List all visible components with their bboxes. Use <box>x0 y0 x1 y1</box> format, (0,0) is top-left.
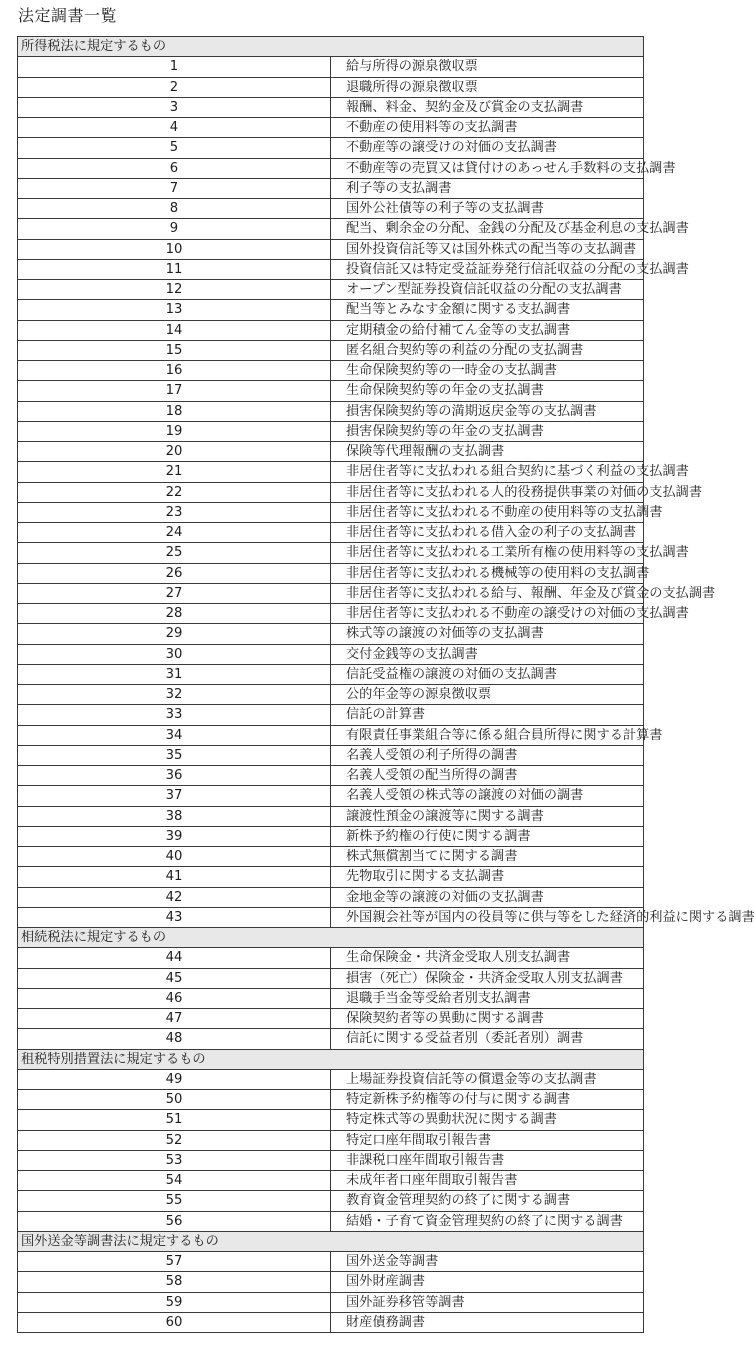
row-number: 39 <box>18 826 331 846</box>
record-name: 先物取引に関する支払調書 <box>331 867 644 887</box>
row-number: 16 <box>18 361 331 381</box>
record-name: 譲渡性預金の譲渡等に関する調書 <box>331 806 644 826</box>
row-number: 17 <box>18 381 331 401</box>
record-name: 株式無償割当てに関する調書 <box>331 847 644 867</box>
section-heading: 国外送金等調書法に規定するもの <box>18 1231 644 1251</box>
record-name: 名義人受領の利子所得の調書 <box>331 745 644 765</box>
record-name: 公的年金等の源泉徴収票 <box>331 685 644 705</box>
row-number: 59 <box>18 1292 331 1312</box>
table-row <box>18 1090 644 1110</box>
row-number: 42 <box>18 887 331 907</box>
section-heading: 所得税法に規定するもの <box>18 37 644 57</box>
table-row <box>18 1029 644 1049</box>
record-name: 外国親会社等が国内の役員等に供与等をした経済的利益に関する調書 <box>331 907 644 927</box>
row-number: 35 <box>18 745 331 765</box>
table-row <box>18 1252 644 1272</box>
record-name: 損害保険契約等の年金の支払調書 <box>331 421 644 441</box>
table-row <box>18 766 644 786</box>
table-row <box>18 381 644 401</box>
table-row <box>18 361 644 381</box>
record-name: 財産債務調書 <box>331 1312 644 1332</box>
table-row <box>18 867 644 887</box>
record-name: 生命保険契約等の年金の支払調書 <box>331 381 644 401</box>
record-name: オープン型証券投資信託収益の分配の支払調書 <box>331 280 644 300</box>
page-title: 法定調書一覧 <box>18 6 118 25</box>
table-row <box>18 685 644 705</box>
record-name: 非居住者等に支払われる工業所有権の使用料等の支払調書 <box>331 543 644 563</box>
row-number: 27 <box>18 583 331 603</box>
row-number: 24 <box>18 523 331 543</box>
table-row <box>18 280 644 300</box>
record-name: 保険等代理報酬の支払調書 <box>331 442 644 462</box>
row-number: 46 <box>18 988 331 1008</box>
row-number: 20 <box>18 442 331 462</box>
table-row <box>18 118 644 138</box>
table-row <box>18 219 644 239</box>
table-row <box>18 1171 644 1191</box>
row-number: 51 <box>18 1110 331 1130</box>
row-number: 5 <box>18 138 331 158</box>
table-row <box>18 1191 644 1211</box>
table-row <box>18 1069 644 1089</box>
statutory-records-table <box>17 36 755 1333</box>
table-row <box>18 887 644 907</box>
table-row <box>18 725 644 745</box>
record-name: 匿名組合契約等の利益の分配の支払調書 <box>331 340 644 360</box>
table-row <box>18 178 644 198</box>
record-name: 生命保険契約等の一時金の支払調書 <box>331 361 644 381</box>
record-name: 損害（死亡）保険金・共済金受取人別支払調書 <box>331 968 644 988</box>
table-row <box>18 948 644 968</box>
table-row <box>18 604 644 624</box>
table-row <box>18 847 644 867</box>
table-row <box>18 907 644 927</box>
table-row <box>18 543 644 563</box>
row-number: 31 <box>18 664 331 684</box>
record-name: 配当等とみなす金額に関する支払調書 <box>331 300 644 320</box>
row-number: 2 <box>18 77 331 97</box>
section-heading: 租税特別措置法に規定するもの <box>18 1049 644 1069</box>
table-row <box>18 442 644 462</box>
record-name: 信託の計算書 <box>331 705 644 725</box>
row-number: 19 <box>18 421 331 441</box>
row-number: 11 <box>18 259 331 279</box>
record-name: 定期積金の給付補てん金等の支払調書 <box>331 320 644 340</box>
record-name: 非居住者等に支払われる組合契約に基づく利益の支払調書 <box>331 462 644 482</box>
table-row <box>18 624 644 644</box>
row-number: 37 <box>18 786 331 806</box>
row-number: 36 <box>18 766 331 786</box>
row-number: 14 <box>18 320 331 340</box>
table-row <box>18 988 644 1008</box>
row-number: 25 <box>18 543 331 563</box>
row-number: 30 <box>18 644 331 664</box>
record-name: 退職所得の源泉徴収票 <box>331 77 644 97</box>
table-row <box>18 563 644 583</box>
record-name: 国外財産調書 <box>331 1272 644 1292</box>
record-name: 特定株式等の異動状況に関する調書 <box>331 1110 644 1130</box>
row-number: 23 <box>18 502 331 522</box>
record-name: 利子等の支払調書 <box>331 178 644 198</box>
record-name: 教育資金管理契約の終了に関する調書 <box>331 1191 644 1211</box>
row-number: 10 <box>18 239 331 259</box>
record-name: 信託に関する受益者別（委託者別）調書 <box>331 1029 644 1049</box>
record-name: 生命保険金・共済金受取人別支払調書 <box>331 948 644 968</box>
table-body <box>18 37 755 1333</box>
table-row <box>18 806 644 826</box>
section-header-row <box>18 928 644 948</box>
record-name: 給与所得の源泉徴収票 <box>331 57 644 77</box>
row-number: 28 <box>18 604 331 624</box>
row-number: 38 <box>18 806 331 826</box>
record-name: 非居住者等に支払われる不動産の使用料等の支払調書 <box>331 502 644 522</box>
record-name: 国外証券移管等調書 <box>331 1292 644 1312</box>
row-number: 6 <box>18 158 331 178</box>
record-name: 不動産等の譲受けの対価の支払調書 <box>331 138 644 158</box>
row-number: 40 <box>18 847 331 867</box>
table-row <box>18 239 644 259</box>
record-name: 上場証券投資信託等の償還金等の支払調書 <box>331 1069 644 1089</box>
row-number: 22 <box>18 482 331 502</box>
row-number: 1 <box>18 57 331 77</box>
row-number: 9 <box>18 219 331 239</box>
table-row <box>18 1312 644 1332</box>
table-row <box>18 77 644 97</box>
table-row <box>18 786 644 806</box>
record-name: 株式等の譲渡の対価等の支払調書 <box>331 624 644 644</box>
record-name: 非課税口座年間取引報告書 <box>331 1150 644 1170</box>
section-heading: 相続税法に規定するもの <box>18 928 644 948</box>
record-name: 結婚・子育て資金管理契約の終了に関する調書 <box>331 1211 644 1231</box>
record-name: 非居住者等に支払われる人的役務提供事業の対価の支払調書 <box>331 482 644 502</box>
row-number: 32 <box>18 685 331 705</box>
row-number: 8 <box>18 199 331 219</box>
table-row <box>18 523 644 543</box>
row-number: 49 <box>18 1069 331 1089</box>
record-name: 非居住者等に支払われる機械等の使用料の支払調書 <box>331 563 644 583</box>
row-number: 43 <box>18 907 331 927</box>
row-number: 33 <box>18 705 331 725</box>
table-row <box>18 705 644 725</box>
table-row <box>18 462 644 482</box>
record-name: 不動産等の売買又は貸付けのあっせん手数料の支払調書 <box>331 158 644 178</box>
table-row <box>18 826 644 846</box>
row-number: 54 <box>18 1171 331 1191</box>
table-row <box>18 300 644 320</box>
record-name: 退職手当金等受給者別支払調書 <box>331 988 644 1008</box>
row-number: 12 <box>18 280 331 300</box>
table-row <box>18 482 644 502</box>
table-row <box>18 1110 644 1130</box>
table-row <box>18 1211 644 1231</box>
record-name: 国外公社債等の利子等の支払調書 <box>331 199 644 219</box>
row-number: 44 <box>18 948 331 968</box>
row-number: 21 <box>18 462 331 482</box>
table-row <box>18 502 644 522</box>
table-row <box>18 320 644 340</box>
row-number: 41 <box>18 867 331 887</box>
table-row <box>18 259 644 279</box>
row-number: 13 <box>18 300 331 320</box>
record-name: 非居住者等に支払われる借入金の利子の支払調書 <box>331 523 644 543</box>
row-number: 58 <box>18 1272 331 1292</box>
table-row <box>18 583 644 603</box>
row-number: 34 <box>18 725 331 745</box>
table-row <box>18 1150 644 1170</box>
record-name: 損害保険契約等の満期返戻金等の支払調書 <box>331 401 644 421</box>
record-name: 金地金等の譲渡の対価の支払調書 <box>331 887 644 907</box>
section-header-row <box>18 1231 644 1251</box>
record-name: 配当、剰余金の分配、金銭の分配及び基金利息の支払調書 <box>331 219 644 239</box>
record-name: 信託受益権の譲渡の対価の支払調書 <box>331 664 644 684</box>
row-number: 3 <box>18 97 331 117</box>
record-name: 非居住者等に支払われる不動産の譲受けの対価の支払調書 <box>331 604 644 624</box>
table-row <box>18 401 644 421</box>
table-row <box>18 421 644 441</box>
table-row <box>18 138 644 158</box>
record-name: 未成年者口座年間取引報告書 <box>331 1171 644 1191</box>
record-name: 有限責任事業組合等に係る組合員所得に関する計算書 <box>331 725 644 745</box>
record-name: 名義人受領の配当所得の調書 <box>331 766 644 786</box>
table-row <box>18 1292 644 1312</box>
row-number: 57 <box>18 1252 331 1272</box>
table-row <box>18 745 644 765</box>
record-name: 投資信託又は特定受益証券発行信託収益の分配の支払調書 <box>331 259 644 279</box>
row-number: 15 <box>18 340 331 360</box>
row-number: 26 <box>18 563 331 583</box>
table-row <box>18 1130 644 1150</box>
section-header-row <box>18 37 644 57</box>
row-number: 18 <box>18 401 331 421</box>
record-name: 非居住者等に支払われる給与、報酬、年金及び賞金の支払調書 <box>331 583 644 603</box>
row-number: 4 <box>18 118 331 138</box>
record-name: 交付金銭等の支払調書 <box>331 644 644 664</box>
table-row <box>18 57 644 77</box>
table-row <box>18 97 644 117</box>
row-number: 47 <box>18 1009 331 1029</box>
table-row <box>18 664 644 684</box>
row-number: 53 <box>18 1150 331 1170</box>
record-name: 国外送金等調書 <box>331 1252 644 1272</box>
record-name: 報酬、料金、契約金及び賞金の支払調書 <box>331 97 644 117</box>
row-number: 56 <box>18 1211 331 1231</box>
table-row <box>18 968 644 988</box>
row-number: 55 <box>18 1191 331 1211</box>
record-name: 不動産の使用料等の支払調書 <box>331 118 644 138</box>
table-row <box>18 340 644 360</box>
record-name: 特定新株予約権等の付与に関する調書 <box>331 1090 644 1110</box>
row-number: 60 <box>18 1312 331 1332</box>
row-number: 45 <box>18 968 331 988</box>
table-row <box>18 199 644 219</box>
row-number: 48 <box>18 1029 331 1049</box>
record-name: 新株予約権の行使に関する調書 <box>331 826 644 846</box>
table-row <box>18 158 644 178</box>
record-name: 保険契約者等の異動に関する調書 <box>331 1009 644 1029</box>
row-number: 29 <box>18 624 331 644</box>
row-number: 52 <box>18 1130 331 1150</box>
row-number: 50 <box>18 1090 331 1110</box>
row-number: 7 <box>18 178 331 198</box>
record-name: 国外投資信託等又は国外株式の配当等の支払調書 <box>331 239 644 259</box>
record-name: 名義人受領の株式等の譲渡の対価の調書 <box>331 786 644 806</box>
table-row <box>18 644 644 664</box>
record-name: 特定口座年間取引報告書 <box>331 1130 644 1150</box>
table-row <box>18 1272 644 1292</box>
section-header-row <box>18 1049 644 1069</box>
table-row <box>18 1009 644 1029</box>
